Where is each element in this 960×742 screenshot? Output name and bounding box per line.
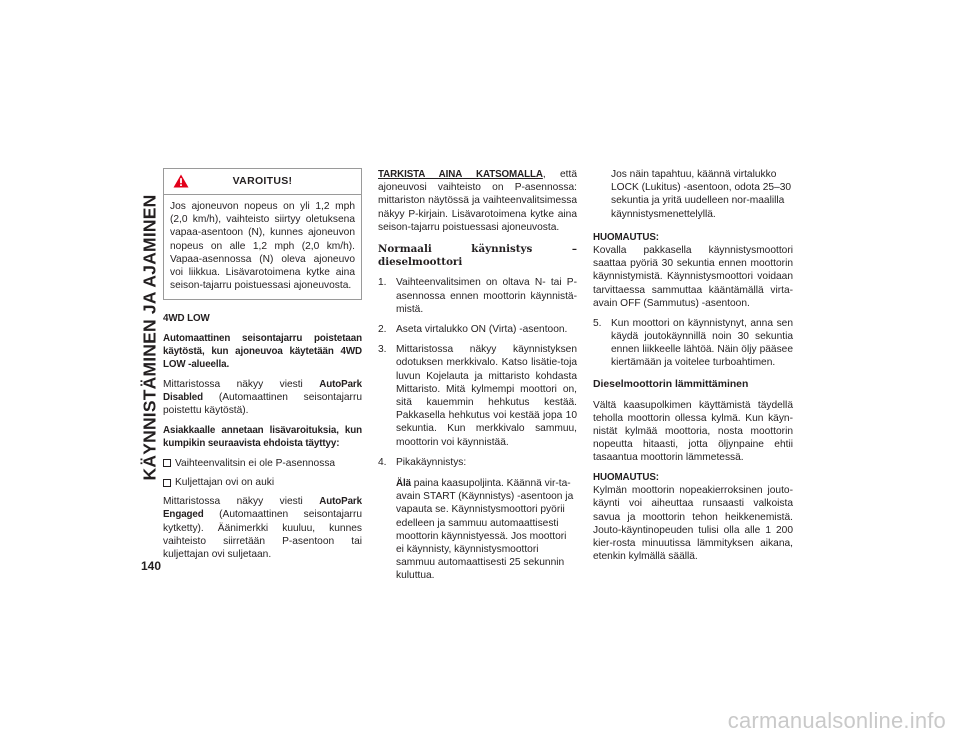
autopark-disabled-paragraph (163, 378, 362, 418)
step-number: 3. (378, 344, 387, 356)
list-item (163, 476, 362, 489)
continued-step-text (611, 168, 793, 221)
step-text: Mittaristossa näkyy käynnistyksen odotuksen merkkivalo. Katso lisätie-toja luvun Kojelauta ja mittaristo kohdasta Mittaristo. Mitä kylmempi moottori on, sitä kauemmin hehkutus kestää. Pakkasella hehkutus voi kestää jopa 10 sekuntia. Kun merkkivalo sammuu, moottorin voi käynnistää. (396, 344, 577, 448)
list-item-text: Kuljettajan ovi on auki (175, 476, 275, 488)
step-number: 2. (378, 324, 387, 336)
text-run: (Automaattinen seisontajarru kytketty). Äänimerkki kuuluu, kunnes vaihteisto siirretään P-asentoon tai kuljettajan ovi suljetaan. (163, 509, 362, 560)
text-run: , että ajoneuvosi vaihteisto on P-asennossa: mittariston näytössä ja vaihteenvalitsimessa näkyy P-kirjain. Lisävarotoimena kytke aina seison-tajarru poistuessasi ajoneuvosta. (378, 169, 578, 233)
list-item (378, 323, 577, 336)
text-run: Mittaristossa näkyy viesti (163, 496, 320, 508)
check-park-paragraph (378, 168, 577, 234)
step-text: Vaihteenvalitsimen on oltava N- tai P-asennossa ennen moottorin käynnistä-mistä. (396, 277, 577, 315)
chapter-title: KÄYNNISTÄMINEN JA AJAMINEN (139, 194, 160, 480)
page-number: 140 (141, 559, 162, 573)
section-heading-normal-start: Normaali käynnistys – dieselmoottori (378, 243, 577, 269)
list-item (593, 317, 793, 370)
emphasis-do-not: Älä (396, 478, 411, 490)
heading-4wd-low: 4WD LOW (163, 313, 210, 325)
step-number: 5. (593, 317, 602, 329)
step-text: Kun moottori on käynnistynyt, anna sen käydä joutokäynnillä noin 30 sekuntia ennen liikkeelle lähtöä. Näin öljy pääsee kiertämään ja voitelee turboahtimen. (611, 317, 793, 369)
note-cold-weather-text: Kovalla pakkasella käynnistysmoottori saattaa pyöriä 30 sekuntia ennen moottorin käynnistymistä. Käynnistysmoottori voidaan tarvittaessa sammuttaa kääntämällä virta-avain OFF (Sammutus) -asentoon. (593, 245, 793, 309)
text-run: (Automaattinen seisontajarru poistettu käytöstä). (163, 391, 362, 417)
note-idle-text: Kylmän moottorin nopeakierroksinen jouto-käynti voi aiheuttaa runsaasti valkoista savua ja moottorin tehon heikkenemistä. Jouto-käyntinopeuden tulisi olla alle 1 200 kier-rosta minuutissa lämmityksen aikana, etenkin kylmällä säällä. (593, 485, 793, 563)
column-right (593, 168, 793, 570)
warmup-paragraph: Vältä kaasupolkimen käyttämistä täydellä teholla moottorin ollessa kylmä. Kun käyn-nistät kylmää moottoria, nosta moottorin nopeutta hitaasti, jotta öljynpaine ehtii tasaantua moottorin lämmetessä. (593, 399, 793, 464)
list-item-text: Vaihteenvalitsin ei ole P-asennossa (175, 457, 336, 469)
chapter-side-tab (140, 168, 160, 506)
text-run: paina kaasupoljinta. Käännä vir-ta-avain START (Käynnistys) -asentoon ja vapauta se. Käynnistysmoottori pyörii edelleen ja sammuu automaattisesti moottorin käynnistyessä. Jos moottori ei käynnisty, käynnistysmoottori sammuu automaattisesti 25 sekunnin kuluttua. (396, 478, 574, 582)
checkbox-bullet-icon (163, 459, 171, 467)
autopark-engaged-paragraph (163, 495, 362, 561)
note-label: HUOMAUTUS: (593, 231, 659, 243)
section-heading-diesel-warmup: Dieselmoottorin lämmittäminen (593, 379, 749, 391)
note-label: HUOMAUTUS: (593, 472, 659, 484)
column-middle (378, 168, 577, 583)
warning-header (164, 169, 361, 195)
lock-retry-text: Jos näin tapahtuu, käännä virtalukko LOCK (Lukitus) -asentoon, odota 25–30 sekuntia ja yritä uudelleen nor-maalilla käynnistysmenettelyllä. (611, 169, 792, 220)
step-number: 1. (378, 277, 387, 289)
step-number: 4. (378, 456, 387, 468)
list-item (378, 343, 577, 449)
step-text: Aseta virtalukko ON (Virta) -asentoon. (396, 324, 568, 336)
step-text: Pikakäynnistys: (396, 456, 467, 468)
warning-box (163, 168, 362, 300)
message-autopark-disabled: AutoPark Disabled (163, 378, 362, 403)
warning-text: Jos ajoneuvon nopeus on yli 1,2 mph (2,0 km/h), vaihteisto siirtyy oletuksena vapaa-asentoon (N), kunnes ajoneuvon nopeus on alle 1,2 mph (2,0 km/h). Vapaa-asennossa (N) oleva ajoneuvo voi liikkua. Lisävarotoimena kytke aina seison-tajarru poistuessasi ajoneuvosta. (170, 201, 355, 292)
emphasis-always-check: TARKISTA AINA KATSOMALLA (378, 169, 543, 180)
text-run: Mittaristossa näkyy viesti (163, 378, 320, 390)
autopark-4wd-note: Automaattinen seisontajarru poistetaan käytöstä, kun ajoneuvoa käytetään 4WD LOW -alueella. (163, 332, 362, 371)
quick-start-text (396, 477, 577, 583)
start-steps-list (378, 276, 577, 469)
list-item (378, 276, 577, 316)
column-left (163, 168, 362, 568)
warning-title: VAROITUS! (232, 174, 293, 187)
warning-body (164, 195, 361, 299)
message-autopark-engaged: AutoPark Engaged (163, 496, 362, 521)
quick-start-instructions (396, 477, 577, 583)
warning-triangle-icon (173, 174, 189, 188)
watermark: carmanualsonline.info (727, 708, 946, 733)
start-steps-list-continued (593, 317, 793, 370)
checkbox-bullet-icon (163, 479, 171, 487)
list-item (378, 456, 577, 469)
list-item (163, 457, 362, 470)
additional-warnings-heading: Asiakkaalle annetaan lisävaroituksia, kun kumpikin seuraavista ehdoista täyttyy: (163, 424, 362, 450)
